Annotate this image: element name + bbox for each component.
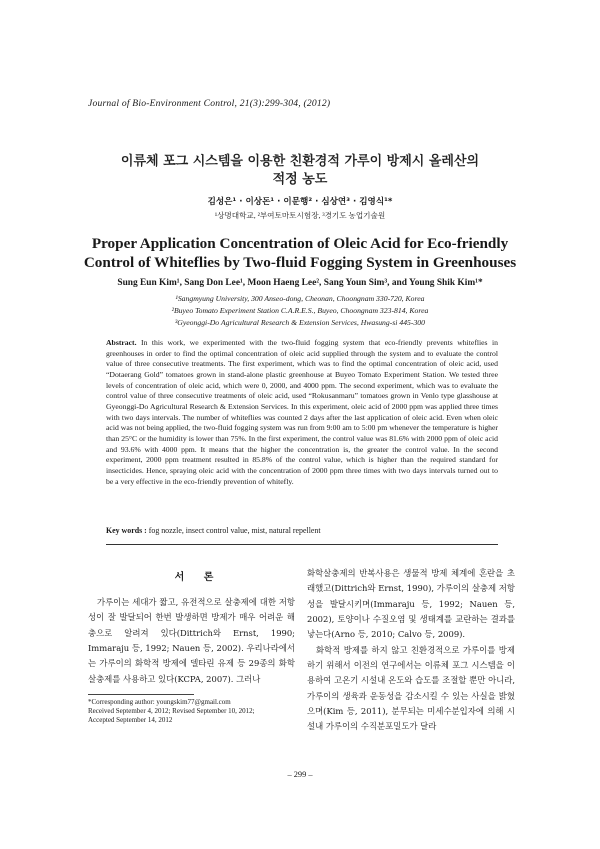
left-column-paragraph: 가루이는 세대가 짧고, 유전적으로 살충제에 대한 저항성이 잘 발달되어 한번 발생하면 방제가 매우 어려운 해충으로 알려져 있다(Dittrich와 Ernst, 1990; Immaraju 등, 1992; Nauen 등, 2002). 우리나라에서는 가루이의 화학적 방제에 델타린 유제 등 29종의 화학 살충제를 사용하고 있다(KCPA, 2007). 그러나 xyxy=(88,597,295,684)
abstract xyxy=(106,338,498,487)
abstract-label: Abstract. xyxy=(106,338,137,347)
footnote-divider xyxy=(88,694,194,695)
right-column xyxy=(307,566,515,735)
korean-title-line-2: 적정 농도 xyxy=(272,172,328,187)
english-affiliation-3: ³Gyeonggi-Do Agricultural Research & Extension Services, Hwasung-si 445-300 xyxy=(175,318,425,327)
journal-citation: Journal of Bio-Environment Control, 21(3):299-304, (2012) xyxy=(88,98,331,109)
footnote xyxy=(88,698,298,726)
page-number: – 299 – xyxy=(287,770,313,779)
accepted-date: Accepted September 14, 2012 xyxy=(88,716,173,725)
section-heading-introduction: 서 론 xyxy=(174,572,222,583)
english-title-line-1: Proper Application Concentration of Oleic Acid for Eco-friendly xyxy=(91,235,509,252)
received-dates: Received September 4, 2012; Revised September 10, 2012; xyxy=(88,707,255,716)
corresponding-author: *Corresponding author: youngskim77@gmail.com xyxy=(88,698,231,706)
english-title-line-2: Control of Whiteflies by Two-fluid Fogging System in Greenhouses xyxy=(83,254,517,271)
english-authors: Sung Eun Kim¹, Sang Don Lee¹, Moon Haeng Lee², Sang Youn Sim³, and Young Shik Kim¹* xyxy=(117,278,483,288)
abstract-divider xyxy=(106,544,498,545)
left-column xyxy=(88,595,295,687)
korean-affiliations: ¹상명대학교, ²부여토마토시험장, ³경기도 농업기술원 xyxy=(214,211,386,220)
keywords-label: Key words : xyxy=(106,526,147,535)
korean-title-line-1: 이류체 포그 시스템을 이용한 친환경적 가루이 방제시 올레산의 xyxy=(120,154,480,169)
english-affiliation-1: ¹Sangmyung University, 300 Anseo-dong, Cheonan, Choongnam 330-720, Korea xyxy=(175,294,425,303)
keywords xyxy=(106,526,498,535)
right-column-paragraph-2: 화학적 방제를 하지 않고 친환경적으로 가루이를 방제하기 위해서 이전의 연구에서는 이류체 포그 시스템을 이용하여 고온기 시설내 온도와 습도를 조절할 뿐만 아니라, 가루이의 생육과 운동성을 감소시킬 수 있는 사실을 밝혔으며(Kim 등, 2011), 분무되는 미세수분입자에 의해 시설내 가루이의 수직분포밀도가 달라 xyxy=(307,644,515,732)
keywords-text: fog nozzle, insect control value, mist, natural repellent xyxy=(148,526,321,535)
abstract-text: In this work, we experimented with the two-fluid fogging system that eco-friendly prevents whiteflies in greenhouses in order to find the optimal concentration of oleic acid supplied through the system and to evaluate the control value of three consecutive treatments. The first experiment, which was to find the optimal concentration of oleic acid, used “Dotaerang Gold” tomatoes grown in stand-alone plastic greenhouse at Buyeo Tomato Experiment Station. We tested three levels of concentration of oleic acid, which were 0, 2000, and 4000 ppm. The second experiment, which was to evaluate the control value of three consecutive treatments of oleic acid, used “Rokusanmaru” tomatoes grown in Venlo type glasshouse at Gyeonggi-Do Agricultural Research & Extension Services. In this experiment, oleic acid of 2000 ppm was applied three times with two days intervals. The number of whiteflies was counted 2 days after the last application of oleic acid. Even when oleic acid was not being applied, the two-fluid fogging system was run from 9:00 am to 5:00 pm whenever the temperature is higher than 25°C or the humidity is lower than 75%. In the first experiment, the control value was 81.6% with 2000 ppm of oleic acid and 93.6% with 4000 ppm. It means that the higher the concentration is, the greater the control value. In the second experiment, 2000 ppm treatment resulted in 85.8% of the control value, which is higher than the required standard for insecticides. Hence, spraying oleic acid with the concentration of 2000 ppm three times with two days intervals turned out to be a very effective in the eco-friendly prevention of whitefly. xyxy=(106,338,499,486)
right-column-paragraph-1: 화학살충제의 반복사용은 생물적 방제 체계에 혼란을 초래했고(Dittrich와 Ernst, 1990), 가루이의 살충제 저항성을 발달시키며(Immaraju 등, 1992; Nauen 등, 2002), 토양이나 수질오염 및 생태계를 교란하는 결과를 낳는다(Arno 등, 2010; Calvo 등, 2009). xyxy=(307,568,515,640)
korean-authors: 김성은¹ · 이상돈¹ · 이문행² · 심상연³ · 김영식¹* xyxy=(207,197,393,207)
english-affiliation-2: ²Buyeo Tomato Experiment Station C.A.R.E.S., Buyeo, Choongnam 323-814, Korea xyxy=(171,306,429,315)
